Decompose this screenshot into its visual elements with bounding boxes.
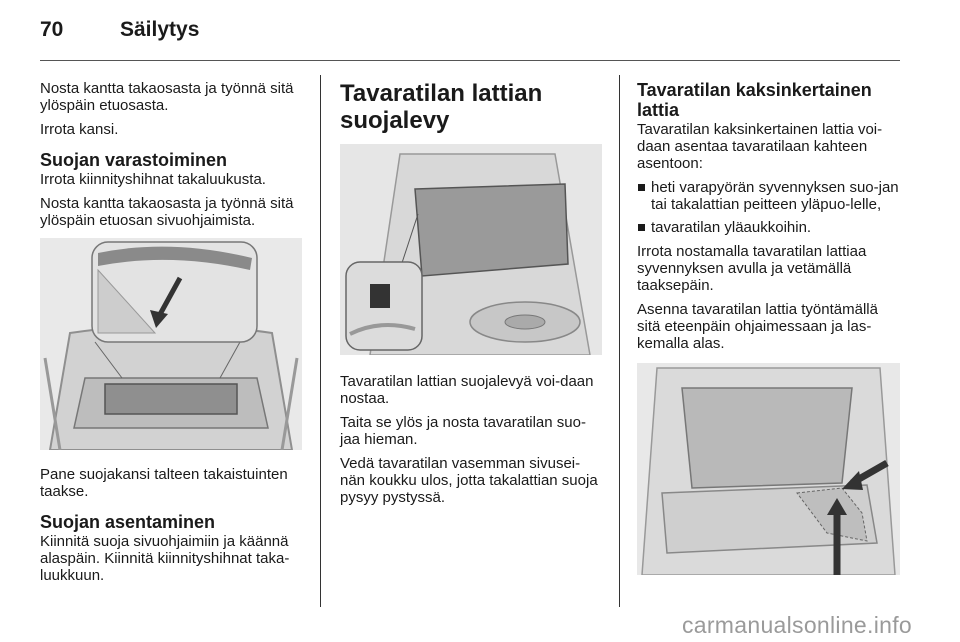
paragraph: Nosta kantta takaosasta ja työnnä sitä ylöspäin etuosan sivuohjaimista.: [40, 195, 294, 229]
illustration-floor-panel: [340, 144, 602, 355]
paragraph: Irrota nostamalla tavaratilan lattiaa syvennyksen avulla ja vetämällä taaksepäin.: [637, 243, 867, 294]
paragraph: Taita se ylös ja nosta tavaratilan suo-jaa hieman.: [340, 414, 586, 448]
column-divider-1: [320, 75, 321, 607]
paragraph: Irrota kiinnityshihnat takaluukusta.: [40, 171, 266, 188]
list-item: tavaratilan yläaukkoihin.: [637, 219, 901, 236]
paragraph: Tavaratilan kaksinkertainen lattia voi-daan asentaa tavaratilaan kahteen asentoon:: [637, 121, 883, 172]
page-heading: Säilytys: [120, 18, 200, 41]
subheading-double-floor: Tavaratilan kaksinkertainen lattia: [637, 80, 872, 120]
illustration-cover-removal: [40, 238, 302, 450]
list-item: heti varapyörän syvennyksen suo-jan tai takalattian peitteen yläpuo-lelle,: [637, 179, 901, 213]
page-header: [40, 18, 900, 58]
paragraph: Asenna tavaratilan lattia työntämällä sitä eteenpäin ohjaimessaan ja las-kemalla alas.: [637, 301, 878, 352]
page-number: 70: [40, 18, 64, 41]
paragraph: Vedä tavaratilan vasemman sivusei-nän koukku ulos, jotta takalattian suoja pysyy pystyssä.: [340, 455, 598, 506]
illustration-double-floor: [637, 363, 900, 575]
paragraph: Irrota kansi.: [40, 121, 119, 138]
section-title: Tavaratilan lattian suojalevy: [340, 80, 543, 134]
header-rule: [40, 60, 900, 61]
subheading-install: Suojan asentaminen: [40, 512, 216, 532]
bullet-list: [637, 179, 901, 236]
paragraph: Nosta kantta takaosasta ja työnnä sitä ylöspäin etuosasta.: [40, 80, 294, 114]
paragraph: Kiinnitä suoja sivuohjaimiin ja käännä alaspäin. Kiinnitä kiinnityshihnat taka-luukkuun.: [40, 533, 290, 584]
column-divider-2: [619, 75, 620, 607]
paragraph: Pane suojakansi talteen takaistuinten taakse.: [40, 466, 288, 500]
column-3: [637, 80, 901, 575]
subheading-storage: Suojan varastoiminen: [40, 150, 228, 170]
paragraph: Tavaratilan lattian suojalevyä voi-daan nostaa.: [340, 373, 594, 407]
column-1: [40, 80, 302, 591]
watermark: carmanualsonline.info: [681, 612, 912, 638]
column-2: [340, 80, 602, 513]
